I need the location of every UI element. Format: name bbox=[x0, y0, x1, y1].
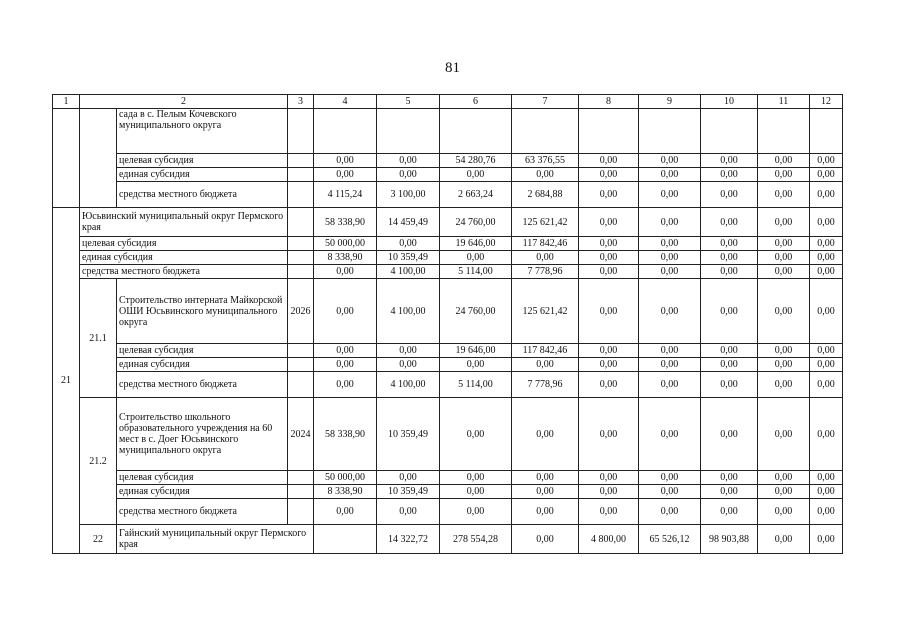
header-cell: 10 bbox=[701, 95, 758, 109]
year-cell bbox=[288, 358, 314, 372]
funding-label: целевая субсидия bbox=[117, 471, 288, 485]
value-cell: 0,00 bbox=[810, 154, 843, 168]
value-cell: 0,00 bbox=[579, 372, 639, 398]
value-cell: 0,00 bbox=[758, 265, 810, 279]
value-cell: 0,00 bbox=[639, 265, 701, 279]
table-row bbox=[53, 154, 843, 168]
value-cell: 5 114,00 bbox=[440, 372, 512, 398]
value-cell: 0,00 bbox=[639, 471, 701, 485]
value-cell: 0,00 bbox=[440, 499, 512, 525]
empty-cell bbox=[440, 109, 512, 154]
sub-number-cell: 21.2 bbox=[80, 398, 117, 525]
value-cell: 0,00 bbox=[440, 485, 512, 499]
value-cell: 4 800,00 bbox=[579, 525, 639, 554]
value-cell: 0,00 bbox=[377, 471, 440, 485]
value-cell: 117 842,46 bbox=[512, 237, 579, 251]
year-cell bbox=[288, 182, 314, 208]
value-cell: 0,00 bbox=[639, 398, 701, 471]
empty-cell bbox=[377, 109, 440, 154]
value-cell: 0,00 bbox=[758, 344, 810, 358]
value-cell: 0,00 bbox=[758, 358, 810, 372]
value-cell: 0,00 bbox=[701, 485, 758, 499]
funding-label: целевая субсидия bbox=[117, 344, 288, 358]
value-cell: 0,00 bbox=[440, 471, 512, 485]
value-cell: 0,00 bbox=[758, 208, 810, 237]
table-row bbox=[53, 109, 843, 154]
value-cell: 0,00 bbox=[810, 168, 843, 182]
funding-label: средства местного бюджета bbox=[117, 182, 288, 208]
value-cell: 0,00 bbox=[701, 168, 758, 182]
value-cell: 0,00 bbox=[810, 182, 843, 208]
value-cell: 0,00 bbox=[810, 372, 843, 398]
value-cell: 0,00 bbox=[639, 279, 701, 344]
year-cell bbox=[314, 525, 377, 554]
value-cell: 0,00 bbox=[440, 251, 512, 265]
value-cell: 0,00 bbox=[512, 251, 579, 265]
header-cell: 2 bbox=[80, 95, 288, 109]
value-cell: 4 100,00 bbox=[377, 265, 440, 279]
value-cell: 0,00 bbox=[512, 485, 579, 499]
value-cell: 0,00 bbox=[810, 499, 843, 525]
value-cell: 0,00 bbox=[579, 358, 639, 372]
value-cell: 7 778,96 bbox=[512, 372, 579, 398]
value-cell: 54 280,76 bbox=[440, 154, 512, 168]
value-cell: 0,00 bbox=[810, 279, 843, 344]
value-cell: 0,00 bbox=[758, 499, 810, 525]
value-cell: 5 114,00 bbox=[440, 265, 512, 279]
funding-label: средства местного бюджета bbox=[80, 265, 288, 279]
empty-cell bbox=[701, 109, 758, 154]
funding-label: средства местного бюджета bbox=[117, 499, 288, 525]
year-cell bbox=[288, 168, 314, 182]
header-cell: 8 bbox=[579, 95, 639, 109]
value-cell: 0,00 bbox=[810, 485, 843, 499]
value-cell: 0,00 bbox=[639, 344, 701, 358]
value-cell: 0,00 bbox=[639, 208, 701, 237]
value-cell: 0,00 bbox=[579, 208, 639, 237]
value-cell: 4 100,00 bbox=[377, 279, 440, 344]
header-cell: 11 bbox=[758, 95, 810, 109]
value-cell: 0,00 bbox=[579, 182, 639, 208]
value-cell: 0,00 bbox=[758, 182, 810, 208]
region-title: Гайнский муниципальный округ Пермского края bbox=[117, 525, 314, 554]
header-cell: 12 bbox=[810, 95, 843, 109]
value-cell: 0,00 bbox=[314, 372, 377, 398]
value-cell: 0,00 bbox=[512, 525, 579, 554]
value-cell: 0,00 bbox=[639, 358, 701, 372]
value-cell: 0,00 bbox=[758, 237, 810, 251]
value-cell: 98 903,88 bbox=[701, 525, 758, 554]
header-cell: 6 bbox=[440, 95, 512, 109]
table-row bbox=[53, 525, 843, 554]
header-cell: 3 bbox=[288, 95, 314, 109]
table-row bbox=[53, 471, 843, 485]
year-cell bbox=[288, 265, 314, 279]
value-cell: 0,00 bbox=[512, 471, 579, 485]
value-cell: 7 778,96 bbox=[512, 265, 579, 279]
value-cell: 0,00 bbox=[701, 154, 758, 168]
value-cell: 14 459,49 bbox=[377, 208, 440, 237]
table-row bbox=[53, 485, 843, 499]
value-cell: 0,00 bbox=[810, 251, 843, 265]
value-cell: 0,00 bbox=[810, 344, 843, 358]
value-cell: 278 554,28 bbox=[440, 525, 512, 554]
table-row bbox=[53, 398, 843, 471]
value-cell: 2 663,24 bbox=[440, 182, 512, 208]
value-cell: 63 376,55 bbox=[512, 154, 579, 168]
value-cell: 0,00 bbox=[810, 208, 843, 237]
value-cell: 0,00 bbox=[440, 398, 512, 471]
value-cell: 0,00 bbox=[701, 208, 758, 237]
value-cell: 0,00 bbox=[758, 471, 810, 485]
value-cell: 0,00 bbox=[639, 485, 701, 499]
table-row bbox=[53, 251, 843, 265]
value-cell: 0,00 bbox=[758, 485, 810, 499]
value-cell: 58 338,90 bbox=[314, 208, 377, 237]
value-cell: 0,00 bbox=[579, 265, 639, 279]
value-cell: 24 760,00 bbox=[440, 279, 512, 344]
value-cell: 0,00 bbox=[701, 358, 758, 372]
funding-label: единая субсидия bbox=[80, 251, 288, 265]
budget-table bbox=[52, 94, 843, 554]
empty-cell bbox=[810, 109, 843, 154]
value-cell: 0,00 bbox=[701, 251, 758, 265]
value-cell: 0,00 bbox=[758, 279, 810, 344]
header-row bbox=[53, 95, 843, 109]
page-number: 81 bbox=[445, 60, 460, 76]
year-cell bbox=[288, 208, 314, 237]
value-cell: 0,00 bbox=[314, 154, 377, 168]
value-cell: 10 359,49 bbox=[377, 251, 440, 265]
value-cell: 0,00 bbox=[579, 499, 639, 525]
value-cell: 0,00 bbox=[701, 265, 758, 279]
value-cell: 0,00 bbox=[377, 168, 440, 182]
header-cell: 4 bbox=[314, 95, 377, 109]
sub-number-cell: 21.1 bbox=[80, 279, 117, 398]
value-cell: 0,00 bbox=[579, 279, 639, 344]
year-cell bbox=[288, 251, 314, 265]
value-cell: 0,00 bbox=[377, 237, 440, 251]
object-title: Строительство интерната Майкорской ОШИ Юсьвинского муниципального округа bbox=[117, 279, 288, 344]
value-cell: 0,00 bbox=[579, 168, 639, 182]
value-cell: 0,00 bbox=[377, 154, 440, 168]
value-cell: 0,00 bbox=[314, 344, 377, 358]
value-cell: 0,00 bbox=[512, 499, 579, 525]
funding-label: целевая субсидия bbox=[80, 237, 288, 251]
value-cell: 0,00 bbox=[314, 358, 377, 372]
header-cell: 7 bbox=[512, 95, 579, 109]
object-title: Строительство школьного образовательного учреждения на 60 мест в с. Доег Юсьвинского муниципального округа bbox=[117, 398, 288, 471]
value-cell: 24 760,00 bbox=[440, 208, 512, 237]
value-cell: 0,00 bbox=[639, 154, 701, 168]
value-cell: 0,00 bbox=[512, 358, 579, 372]
table-row bbox=[53, 182, 843, 208]
empty-cell bbox=[579, 109, 639, 154]
number-cell: 21 bbox=[53, 208, 80, 554]
year-cell bbox=[288, 499, 314, 525]
table-row bbox=[53, 499, 843, 525]
value-cell: 0,00 bbox=[579, 471, 639, 485]
value-cell: 0,00 bbox=[579, 344, 639, 358]
value-cell: 0,00 bbox=[377, 344, 440, 358]
value-cell: 65 526,12 bbox=[639, 525, 701, 554]
value-cell: 50 000,00 bbox=[314, 237, 377, 251]
empty-cell bbox=[314, 109, 377, 154]
year-cell bbox=[288, 344, 314, 358]
value-cell: 0,00 bbox=[701, 237, 758, 251]
year-cell bbox=[288, 237, 314, 251]
year-cell bbox=[288, 372, 314, 398]
value-cell: 0,00 bbox=[810, 525, 843, 554]
value-cell: 0,00 bbox=[512, 168, 579, 182]
empty-cell bbox=[639, 109, 701, 154]
value-cell: 0,00 bbox=[377, 358, 440, 372]
value-cell: 0,00 bbox=[579, 485, 639, 499]
value-cell: 58 338,90 bbox=[314, 398, 377, 471]
value-cell: 0,00 bbox=[758, 154, 810, 168]
value-cell: 0,00 bbox=[810, 237, 843, 251]
value-cell: 0,00 bbox=[579, 398, 639, 471]
value-cell: 50 000,00 bbox=[314, 471, 377, 485]
value-cell: 8 338,90 bbox=[314, 251, 377, 265]
value-cell: 14 322,72 bbox=[377, 525, 440, 554]
table-body bbox=[53, 95, 843, 554]
value-cell: 0,00 bbox=[758, 168, 810, 182]
table-row bbox=[53, 358, 843, 372]
table-row bbox=[53, 344, 843, 358]
value-cell: 0,00 bbox=[810, 358, 843, 372]
table-row bbox=[53, 279, 843, 344]
value-cell: 0,00 bbox=[701, 471, 758, 485]
funding-label: единая субсидия bbox=[117, 168, 288, 182]
value-cell: 0,00 bbox=[440, 168, 512, 182]
value-cell: 0,00 bbox=[758, 525, 810, 554]
value-cell: 3 100,00 bbox=[377, 182, 440, 208]
value-cell: 8 338,90 bbox=[314, 485, 377, 499]
value-cell: 0,00 bbox=[810, 398, 843, 471]
sub-number-cell bbox=[80, 109, 117, 208]
value-cell: 0,00 bbox=[758, 251, 810, 265]
value-cell: 0,00 bbox=[579, 237, 639, 251]
value-cell: 0,00 bbox=[579, 251, 639, 265]
number-cell bbox=[53, 109, 80, 208]
value-cell: 0,00 bbox=[440, 358, 512, 372]
year-cell: 2024 bbox=[288, 398, 314, 471]
header-cell: 1 bbox=[53, 95, 80, 109]
header-cell: 9 bbox=[639, 95, 701, 109]
value-cell: 0,00 bbox=[701, 182, 758, 208]
value-cell: 0,00 bbox=[810, 265, 843, 279]
funding-label: единая субсидия bbox=[117, 358, 288, 372]
value-cell: 117 842,46 bbox=[512, 344, 579, 358]
value-cell: 0,00 bbox=[639, 251, 701, 265]
value-cell: 0,00 bbox=[314, 265, 377, 279]
value-cell: 0,00 bbox=[639, 182, 701, 208]
value-cell: 0,00 bbox=[314, 499, 377, 525]
value-cell: 19 646,00 bbox=[440, 237, 512, 251]
value-cell: 0,00 bbox=[758, 398, 810, 471]
value-cell: 0,00 bbox=[377, 499, 440, 525]
value-cell: 0,00 bbox=[701, 499, 758, 525]
value-cell: 0,00 bbox=[701, 398, 758, 471]
value-cell: 0,00 bbox=[512, 398, 579, 471]
value-cell: 0,00 bbox=[639, 168, 701, 182]
table-row bbox=[53, 208, 843, 237]
object-description: сада в с. Пелым Кочевского муниципального округа bbox=[117, 109, 288, 154]
value-cell: 19 646,00 bbox=[440, 344, 512, 358]
year-cell: 2026 bbox=[288, 279, 314, 344]
value-cell: 125 621,42 bbox=[512, 279, 579, 344]
table-row bbox=[53, 265, 843, 279]
value-cell: 10 359,49 bbox=[377, 398, 440, 471]
table-row bbox=[53, 168, 843, 182]
value-cell: 0,00 bbox=[701, 372, 758, 398]
empty-cell bbox=[512, 109, 579, 154]
region-title: Юсьвинский муниципальный округ Пермского края bbox=[80, 208, 288, 237]
value-cell: 2 684,88 bbox=[512, 182, 579, 208]
value-cell: 0,00 bbox=[639, 499, 701, 525]
value-cell: 0,00 bbox=[314, 279, 377, 344]
value-cell: 0,00 bbox=[579, 154, 639, 168]
funding-label: целевая субсидия bbox=[117, 154, 288, 168]
year-cell bbox=[288, 485, 314, 499]
empty-cell bbox=[758, 109, 810, 154]
value-cell: 0,00 bbox=[639, 237, 701, 251]
table-row bbox=[53, 372, 843, 398]
value-cell: 125 621,42 bbox=[512, 208, 579, 237]
empty-cell bbox=[288, 109, 314, 154]
header-cell: 5 bbox=[377, 95, 440, 109]
funding-label: средства местного бюджета bbox=[117, 372, 288, 398]
value-cell: 4 100,00 bbox=[377, 372, 440, 398]
number-cell: 22 bbox=[80, 525, 117, 554]
table-row bbox=[53, 237, 843, 251]
value-cell: 0,00 bbox=[810, 471, 843, 485]
value-cell: 0,00 bbox=[701, 344, 758, 358]
year-cell bbox=[288, 471, 314, 485]
value-cell: 0,00 bbox=[758, 372, 810, 398]
value-cell: 10 359,49 bbox=[377, 485, 440, 499]
value-cell: 0,00 bbox=[314, 168, 377, 182]
funding-label: единая субсидия bbox=[117, 485, 288, 499]
value-cell: 0,00 bbox=[639, 372, 701, 398]
value-cell: 0,00 bbox=[701, 279, 758, 344]
year-cell bbox=[288, 154, 314, 168]
value-cell: 4 115,24 bbox=[314, 182, 377, 208]
